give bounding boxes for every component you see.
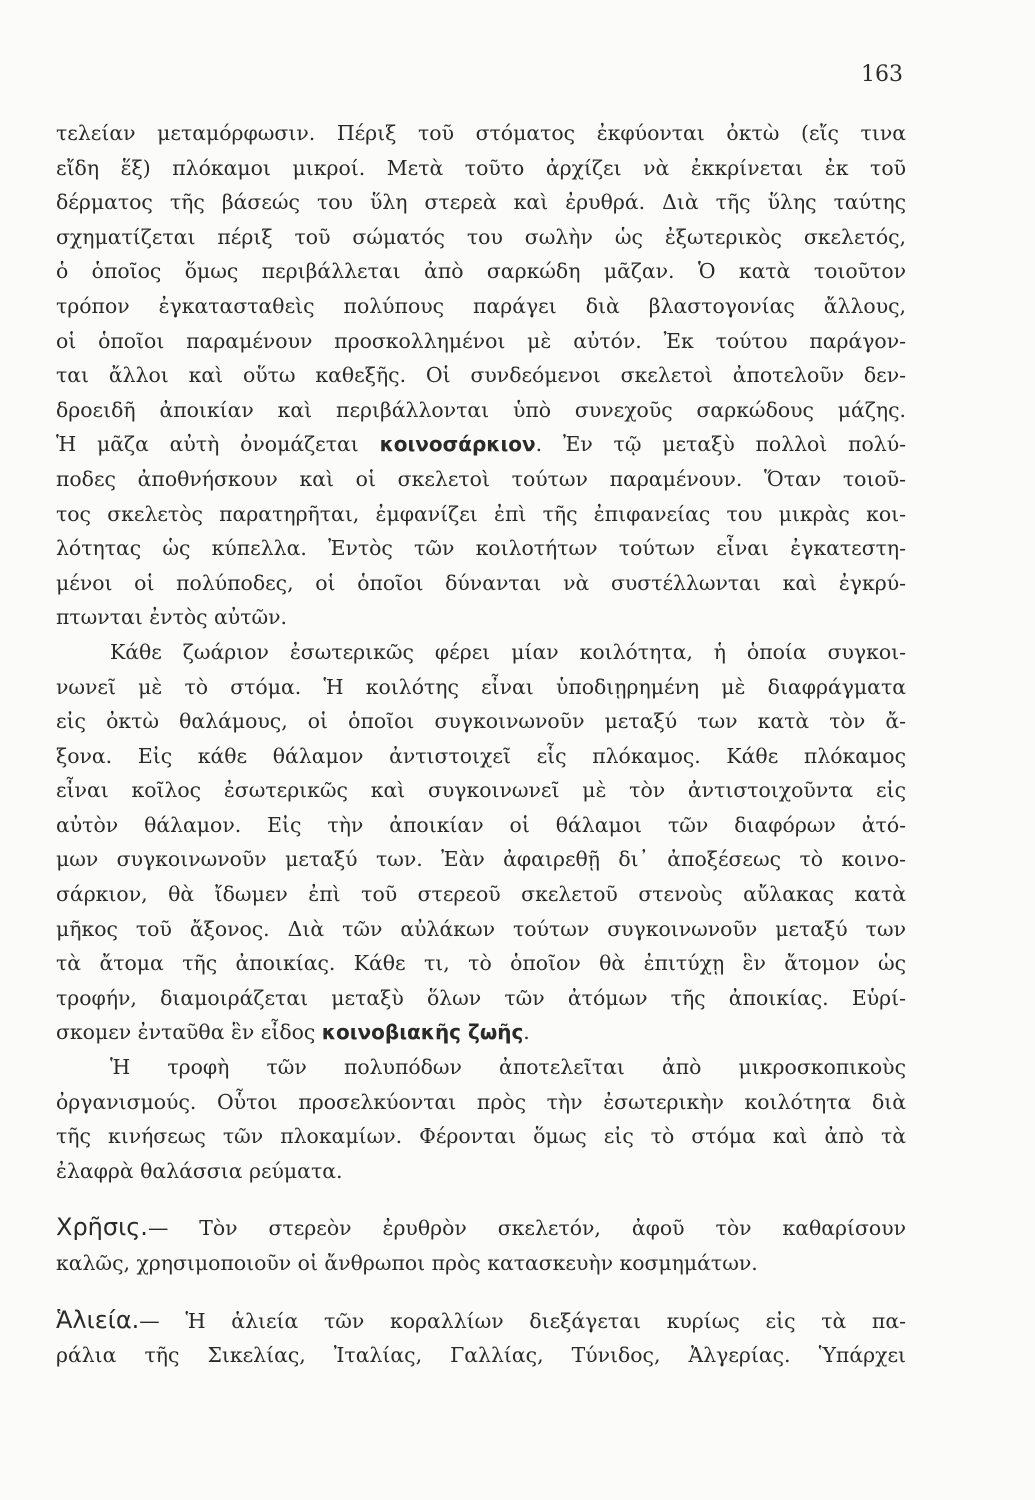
text-line: τροφήν, διαμοιράζεται μεταξὺ ὅλων τῶν ἀτόμων τῆς ἀποικίας. Εὑρί-: [56, 985, 906, 1010]
text-line: [56, 1015, 906, 1050]
text-line: ὀργανισμούς. Οὗτοι προσελκύονται πρὸς τὴν ἐσωτερικὴν κοιλότητα διὰ: [56, 1089, 906, 1114]
section-heading-use: Χρῆσις.: [56, 1213, 148, 1242]
text-line: ποδες ἀποθνήσκουν καὶ οἱ σκελετοὶ τούτων παραμένουν. Ὅταν τοιοῦ-: [56, 466, 906, 491]
text-line: τος σκελετὸς παρατηρῆται, ἐμφανίζει ἐπὶ τῆς ἐπιφανείας του μικρὰς κοι-: [56, 501, 906, 526]
text-line: λότητας ὡς κύπελλα. Ἐντὸς τῶν κοιλοτήτων τούτων εἶναι ἐγκατεστη-: [56, 536, 906, 561]
text-line: μῆκος τοῦ ἄξονος. Διὰ τῶν αὐλάκων τούτων συγκοινωνοῦν μεταξύ των: [56, 916, 906, 941]
section-use: [56, 1210, 906, 1280]
text-segment: — Τὸν στερεὸν ἐρυθρὸν σκελετόν, ἀφοῦ τὸν καθαρίσουν: [147, 1216, 906, 1241]
text-segment: — Ἡ ἁλιεία τῶν κοραλλίων διεξάγεται κυρίως εἰς τὰ πα-: [139, 1308, 906, 1333]
text-line: ται ἄλλοι καὶ οὕτω καθεξῆς. Οἱ συνδεόμενοι σκελετοὶ ἀποτελοῦν δεν-: [56, 363, 906, 388]
body-text: [56, 116, 906, 1373]
text-segment: .: [523, 1020, 530, 1045]
text-segment: Ἡ μᾶζα αὐτὴ ὀνομάζεται: [56, 432, 359, 457]
text-line: [56, 427, 906, 462]
text-line: οἱ ὁποῖοι παραμένουν προσκολλημένοι μὲ αὐτόν. Ἐκ τούτου παράγον-: [56, 328, 906, 353]
text-line: εἰς ὀκτὼ θαλάμους, οἱ ὁποῖοι συγκοινωνοῦν μεταξύ των κατὰ τὸν ἄ-: [56, 709, 906, 734]
term-koinosarkion: κοινοσάρκιον: [379, 432, 536, 457]
page-number: 163: [861, 62, 903, 87]
text-segment: σκομεν ἐνταῦθα ἓν εἶδος: [56, 1020, 316, 1045]
text-line: δέρματος τῆς βάσεώς του ὕλη στερεὰ καὶ ἐρυθρά. Διὰ τῆς ὕλης ταύτης: [56, 190, 906, 215]
text-line: Κάθε ζωάριον ἐσωτερικῶς φέρει μίαν κοιλότητα, ἡ ὁποία συγκοι-: [110, 639, 906, 664]
text-line: νωνεῖ μὲ τὸ στόμα. Ἡ κοιλότης εἶναι ὑποδιῃρημένη μὲ διαφράγματα: [56, 674, 906, 699]
text-line: Ἡ τροφὴ τῶν πολυπόδων ἀποτελεῖται ἀπὸ μικροσκοπικοὺς: [110, 1055, 906, 1080]
section-fishing: [56, 1303, 906, 1373]
text-line: αὐτὸν θάλαμον. Εἰς τὴν ἀποικίαν οἱ θάλαμοι τῶν διαφόρων ἀτό-: [56, 812, 906, 837]
text-line: σάρκιον, θὰ ἴδωμεν ἐπὶ τοῦ στερεοῦ σκελετοῦ στενοὺς αὔλακας κατὰ: [56, 882, 906, 907]
text-line: ὁ ὁποῖος ὅμως περιβάλλεται ἀπὸ σαρκώδη μᾶζαν. Ὁ κατὰ τοιοῦτον: [56, 259, 906, 284]
section-heading-fishing: Ἁλιεία.: [56, 1305, 140, 1334]
text-line: τὰ ἄτομα τῆς ἀποικίας. Κάθε τι, τὸ ὁποῖον θὰ ἐπιτύχῃ ἓν ἄτομον ὡς: [56, 951, 906, 976]
text-line: εἶναι κοῖλος ἐσωτερικῶς καὶ συγκοινωνεῖ μὲ τὸν ἀντιστοιχοῦντα εἰς: [56, 778, 906, 803]
term-koinobiakis-zois: κοινοβιακῆς ζωῆς: [321, 1020, 524, 1045]
text-line: σχηματίζεται πέριξ τοῦ σώματός του σωλὴν ὡς ἐξωτερικὸς σκελετός,: [56, 224, 906, 249]
text-line: [56, 1210, 906, 1246]
text-line: τελείαν μεταμόρφωσιν. Πέριξ τοῦ στόματος ἐκφύονται ὀκτὼ (εἴς τινα: [56, 121, 906, 145]
text-line: πτωνται ἐντὸς αὐτῶν.: [56, 605, 287, 630]
text-line: μένοι οἱ πολύποδες, οἱ ὁποῖοι δύνανται νὰ συστέλλωνται καὶ ἐγκρύ-: [56, 570, 906, 595]
text-line: ξονα. Εἰς κάθε θάλαμον ἀντιστοιχεῖ εἷς πλόκαμος. Κάθε πλόκαμος: [56, 743, 906, 768]
text-line: δροειδῆ ἀποικίαν καὶ περιβάλλονται ὑπὸ συνεχοῦς σαρκώδους μάζης.: [56, 397, 906, 422]
text-line: ἐλαφρὰ θαλάσσια ρεύματα.: [56, 1158, 343, 1183]
text-line: μων συγκοινωνοῦν μεταξύ των. Ἐὰν ἀφαιρεθῇ δι᾽ ἀποξέσεως τὸ κοινο-: [56, 847, 906, 872]
text-line: εἴδη ἕξ) πλόκαμοι μικροί. Μετὰ τοῦτο ἀρχίζει νὰ ἐκκρίνεται ἐκ τοῦ: [56, 155, 906, 180]
text-line: καλῶς, χρησιμοποιοῦν οἱ ἄνθρωποι πρὸς κατασκευὴν κοσμημάτων.: [56, 1251, 758, 1275]
text-segment: . Ἐν τῷ μεταξὺ πολλοὶ πολύ-: [535, 432, 907, 457]
text-line: τῆς κινήσεως τῶν πλοκαμίων. Φέρονται ὅμως εἰς τὸ στόμα καὶ ἀπὸ τὰ: [56, 1124, 906, 1149]
text-line: ράλια τῆς Σικελίας, Ἰταλίας, Γαλλίας, Τύνιδος, Ἀλγερίας. Ὑπάρχει: [56, 1343, 906, 1368]
text-line: τρόπον ἐγκατασταθεὶς πολύπους παράγει διὰ βλαστογονίας ἄλλους,: [56, 293, 906, 318]
text-line: [56, 1303, 906, 1339]
